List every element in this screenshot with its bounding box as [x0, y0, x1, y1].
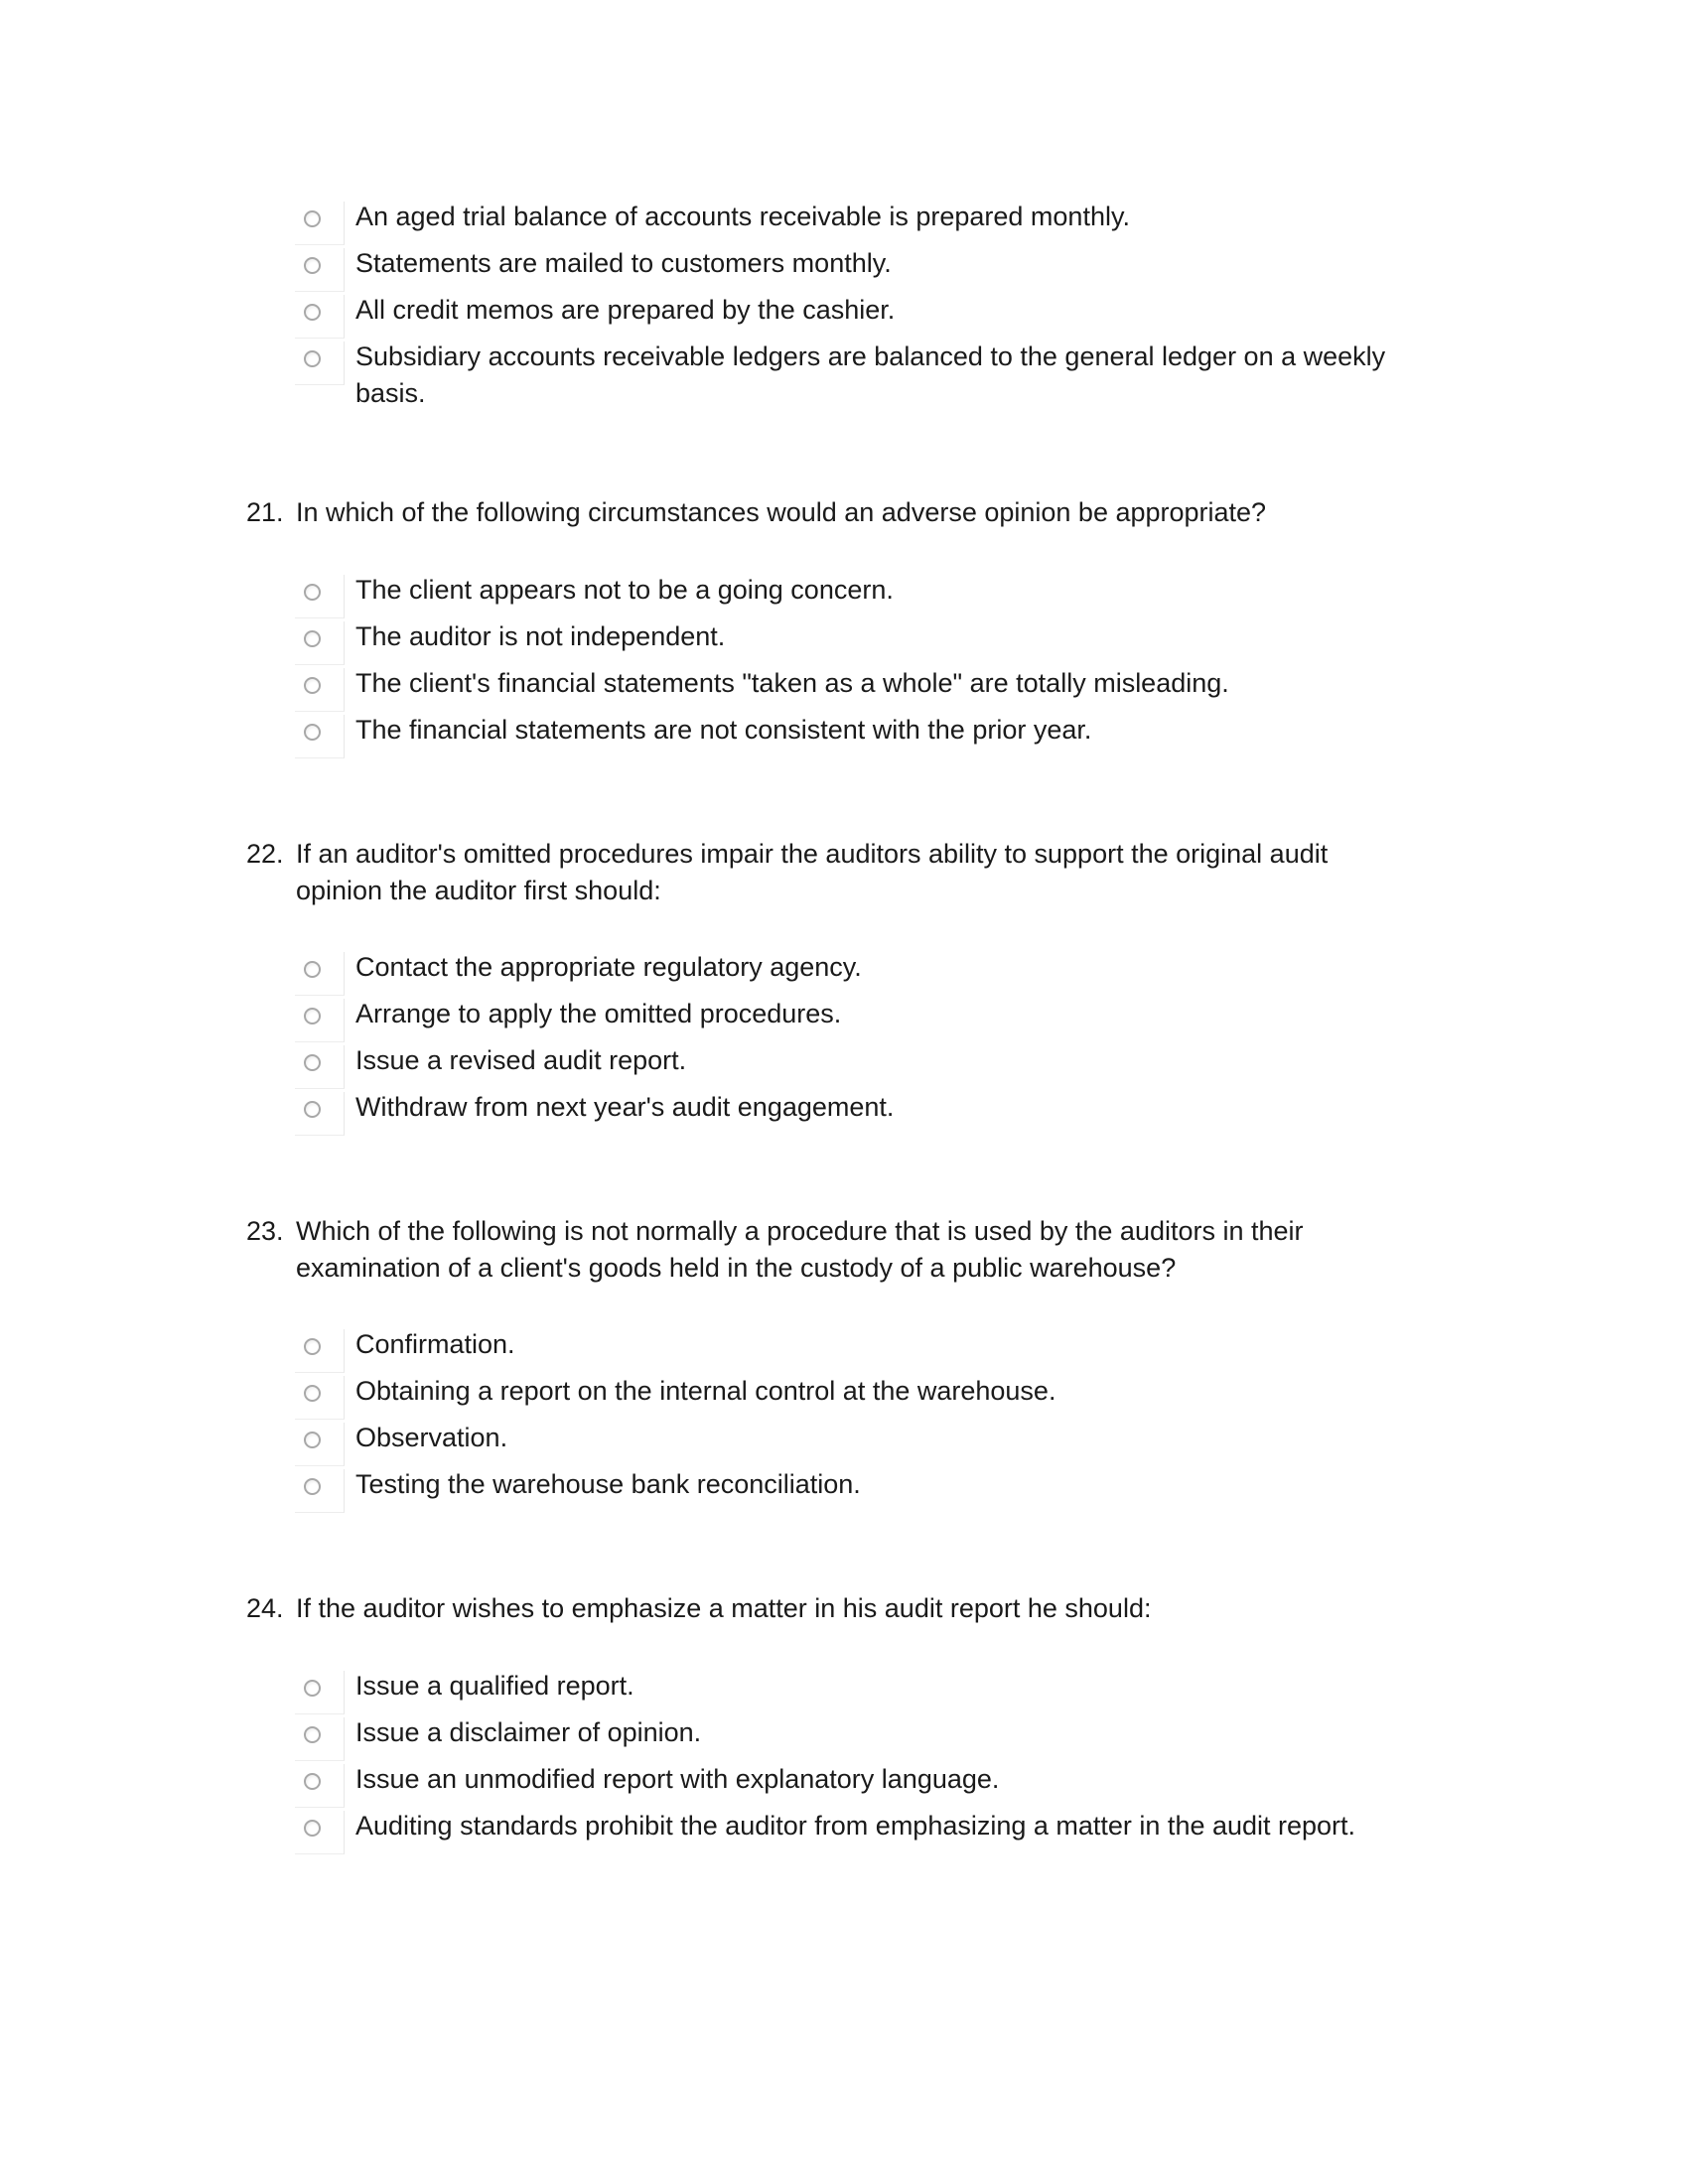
radio-button-icon[interactable]: [295, 341, 345, 385]
option-text: The client's financial statements "taken as a whole" are totally misleading.: [355, 668, 1229, 698]
radio-button-icon[interactable]: [295, 1423, 345, 1466]
answer-option[interactable]: [295, 339, 1437, 412]
question-prompt: [246, 494, 1418, 531]
option-text: Issue a revised audit report.: [355, 1045, 687, 1075]
radio-button-icon[interactable]: [295, 621, 345, 665]
answer-option[interactable]: [295, 1373, 1437, 1410]
radio-button-icon[interactable]: [295, 1811, 345, 1854]
question-number: 21.: [246, 497, 284, 527]
radio-button-icon[interactable]: [295, 1376, 345, 1420]
answer-option[interactable]: [295, 1808, 1437, 1844]
option-text: The financial statements are not consistent with the prior year.: [355, 715, 1092, 745]
answer-option[interactable]: [295, 245, 1437, 282]
option-text: Issue a disclaimer of opinion.: [355, 1717, 702, 1747]
option-text: An aged trial balance of accounts receivable is prepared monthly.: [355, 202, 1130, 231]
question-number: 24.: [246, 1593, 284, 1623]
radio-button-icon[interactable]: [295, 1469, 345, 1513]
question-prompt: [246, 836, 1418, 909]
radio-button-icon[interactable]: [295, 999, 345, 1042]
option-text: Statements are mailed to customers monthly.: [355, 248, 892, 278]
question-text: If the auditor wishes to emphasize a matter in his audit report he should:: [296, 1593, 1152, 1623]
question-prompt: [246, 1213, 1418, 1287]
option-text: Withdraw from next year's audit engagement.: [355, 1092, 895, 1122]
answer-option[interactable]: [295, 949, 1437, 986]
option-text: Auditing standards prohibit the auditor from emphasizing a matter in the audit report.: [355, 1811, 1356, 1841]
option-text: Observation.: [355, 1423, 508, 1452]
answer-option[interactable]: [295, 1466, 1437, 1503]
option-text: Testing the warehouse bank reconciliation.: [355, 1469, 861, 1499]
radio-button-icon[interactable]: [295, 1092, 345, 1136]
radio-button-icon[interactable]: [295, 295, 345, 339]
radio-button-icon[interactable]: [295, 952, 345, 996]
option-text: Obtaining a report on the internal control at the warehouse.: [355, 1376, 1056, 1406]
radio-button-icon[interactable]: [295, 1764, 345, 1808]
option-text: Arrange to apply the omitted procedures.: [355, 999, 842, 1028]
option-text: Contact the appropriate regulatory agency.: [355, 952, 862, 982]
answer-option[interactable]: [295, 1042, 1437, 1079]
answer-option[interactable]: [295, 1326, 1437, 1363]
answer-option[interactable]: [295, 1714, 1437, 1751]
answer-option[interactable]: [295, 996, 1437, 1032]
option-text: The auditor is not independent.: [355, 621, 726, 651]
radio-button-icon[interactable]: [295, 1045, 345, 1089]
answer-option[interactable]: [295, 199, 1437, 235]
option-text: All credit memos are prepared by the cashier.: [355, 295, 896, 325]
answer-option[interactable]: [295, 1668, 1437, 1705]
question-text: Which of the following is not normally a procedure that is used by the auditors in their examination of a client's goods held in the custody of a public warehouse?: [296, 1216, 1304, 1283]
answer-option[interactable]: [295, 618, 1437, 655]
radio-button-icon[interactable]: [295, 202, 345, 245]
question-prompt: [246, 1590, 1418, 1627]
option-text: Subsidiary accounts receivable ledgers are balanced to the general ledger on a weekly basis.: [355, 341, 1386, 408]
option-text: The client appears not to be a going concern.: [355, 575, 894, 605]
radio-button-icon[interactable]: [295, 1671, 345, 1714]
question-text: If an auditor's omitted procedures impair the auditors ability to support the original audit opinion the auditor first should:: [296, 839, 1329, 905]
option-text: Issue an unmodified report with explanatory language.: [355, 1764, 1000, 1794]
radio-button-icon[interactable]: [295, 668, 345, 712]
answer-option[interactable]: [295, 1761, 1437, 1798]
radio-button-icon[interactable]: [295, 248, 345, 292]
radio-button-icon[interactable]: [295, 1717, 345, 1761]
question-number: 22.: [246, 839, 284, 869]
radio-button-icon[interactable]: [295, 1329, 345, 1373]
answer-option[interactable]: [295, 1089, 1437, 1126]
answer-option[interactable]: [295, 712, 1437, 749]
answer-option[interactable]: [295, 665, 1437, 702]
answer-option[interactable]: [295, 292, 1437, 329]
answer-option[interactable]: [295, 572, 1437, 609]
radio-button-icon[interactable]: [295, 715, 345, 758]
radio-button-icon[interactable]: [295, 575, 345, 618]
option-text: Confirmation.: [355, 1329, 515, 1359]
question-number: 23.: [246, 1216, 284, 1246]
question-text: In which of the following circumstances would an adverse opinion be appropriate?: [296, 497, 1267, 527]
option-text: Issue a qualified report.: [355, 1671, 634, 1701]
answer-option[interactable]: [295, 1420, 1437, 1456]
